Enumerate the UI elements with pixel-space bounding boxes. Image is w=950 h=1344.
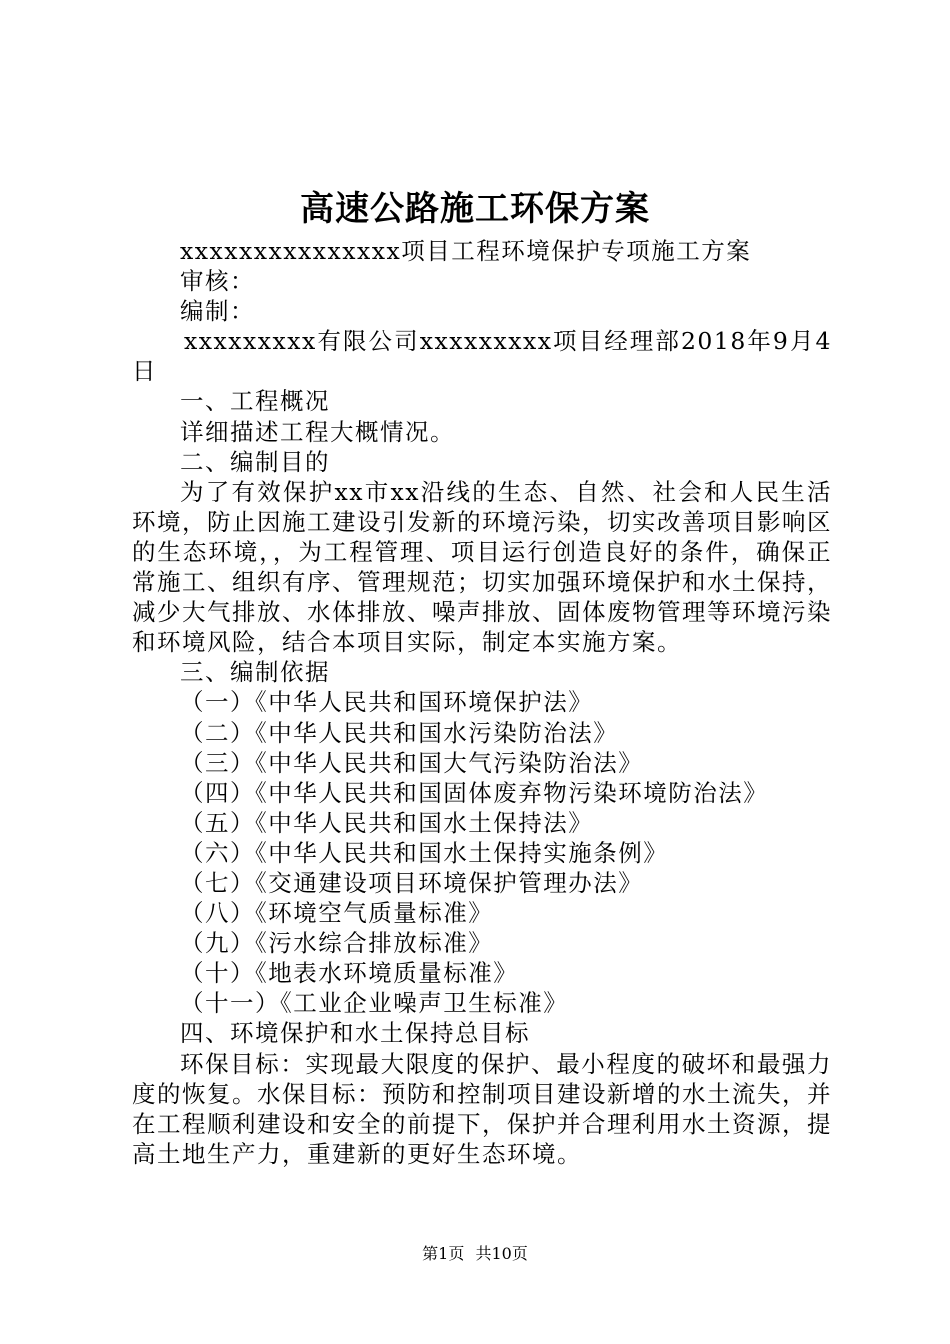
- date-line: xxxxxxxxx有限公司xxxxxxxxx项目经理部2018年9月4日: [132, 327, 832, 386]
- section-3-heading: 三、编制依据: [180, 658, 330, 687]
- basis-item-11: （十一）《工业企业噪声卫生标准》: [180, 989, 569, 1018]
- document-body: [132, 236, 832, 1169]
- basis-item-10: （十）《地表水环境质量标准》: [180, 959, 519, 988]
- project-line: xxxxxxxxxxxxxxx项目工程环境保护专项施工方案: [180, 237, 752, 265]
- basis-item-3: （三）《中华人民共和国大气污染防治法》: [180, 748, 644, 777]
- basis-item-8: （八）《环境空气质量标准》: [180, 899, 494, 928]
- section-4-heading: 四、环境保护和水土保持总目标: [180, 1019, 530, 1048]
- page-footer: [0, 1242, 950, 1266]
- page-number: 第1页: [422, 1244, 465, 1263]
- basis-item-4: （四）《中华人民共和国固体废弃物污染环境防治法》: [180, 778, 769, 807]
- page-total: 共10页: [475, 1244, 528, 1263]
- basis-item-2: （二）《中华人民共和国水污染防治法》: [180, 718, 619, 747]
- section-1-text: 详细描述工程大概情况。: [180, 417, 455, 446]
- section-2-heading: 二、编制目的: [180, 447, 330, 476]
- basis-item-6: （六）《中华人民共和国水土保持实施条例》: [180, 838, 669, 867]
- basis-item-9: （九）《污水综合排放标准》: [180, 929, 494, 958]
- basis-item-7: （七）《交通建设项目环境保护管理办法》: [180, 868, 644, 897]
- editor-line: 编制：: [180, 297, 255, 326]
- section-4-text: 环保目标：实现最大限度的保护、最小程度的破坏和最强力度的恢复。水保目标：预防和控制项目建设新增的水土流失，并在工程顺利建设和安全的前提下，保护并合理利用水土资源，提高土地生产力，重建新的更好生态环境。: [132, 1049, 832, 1168]
- reviewer-line: 审核：: [180, 267, 255, 296]
- basis-item-1: （一）《中华人民共和国环境保护法》: [180, 688, 594, 717]
- basis-item-5: （五）《中华人民共和国水土保持法》: [180, 808, 594, 837]
- document-title: 高速公路施工环保方案: [300, 189, 650, 229]
- section-2-text: 为了有效保护xx市xx沿线的生态、自然、社会和人民生活环境，防止因施工建设引发新的环境污染，切实改善项目影响区的生态环境，，为工程管理、项目运行创造良好的条件，确保正常施工、组织有序、管理规范；切实加强环境保护和水土保持，减少大气排放、水体排放、噪声排放、固体废物管理等环境污染和环境风险，结合本项目实际，制定本实施方案。: [132, 477, 832, 657]
- section-1-heading: 一、工程概况: [180, 387, 330, 416]
